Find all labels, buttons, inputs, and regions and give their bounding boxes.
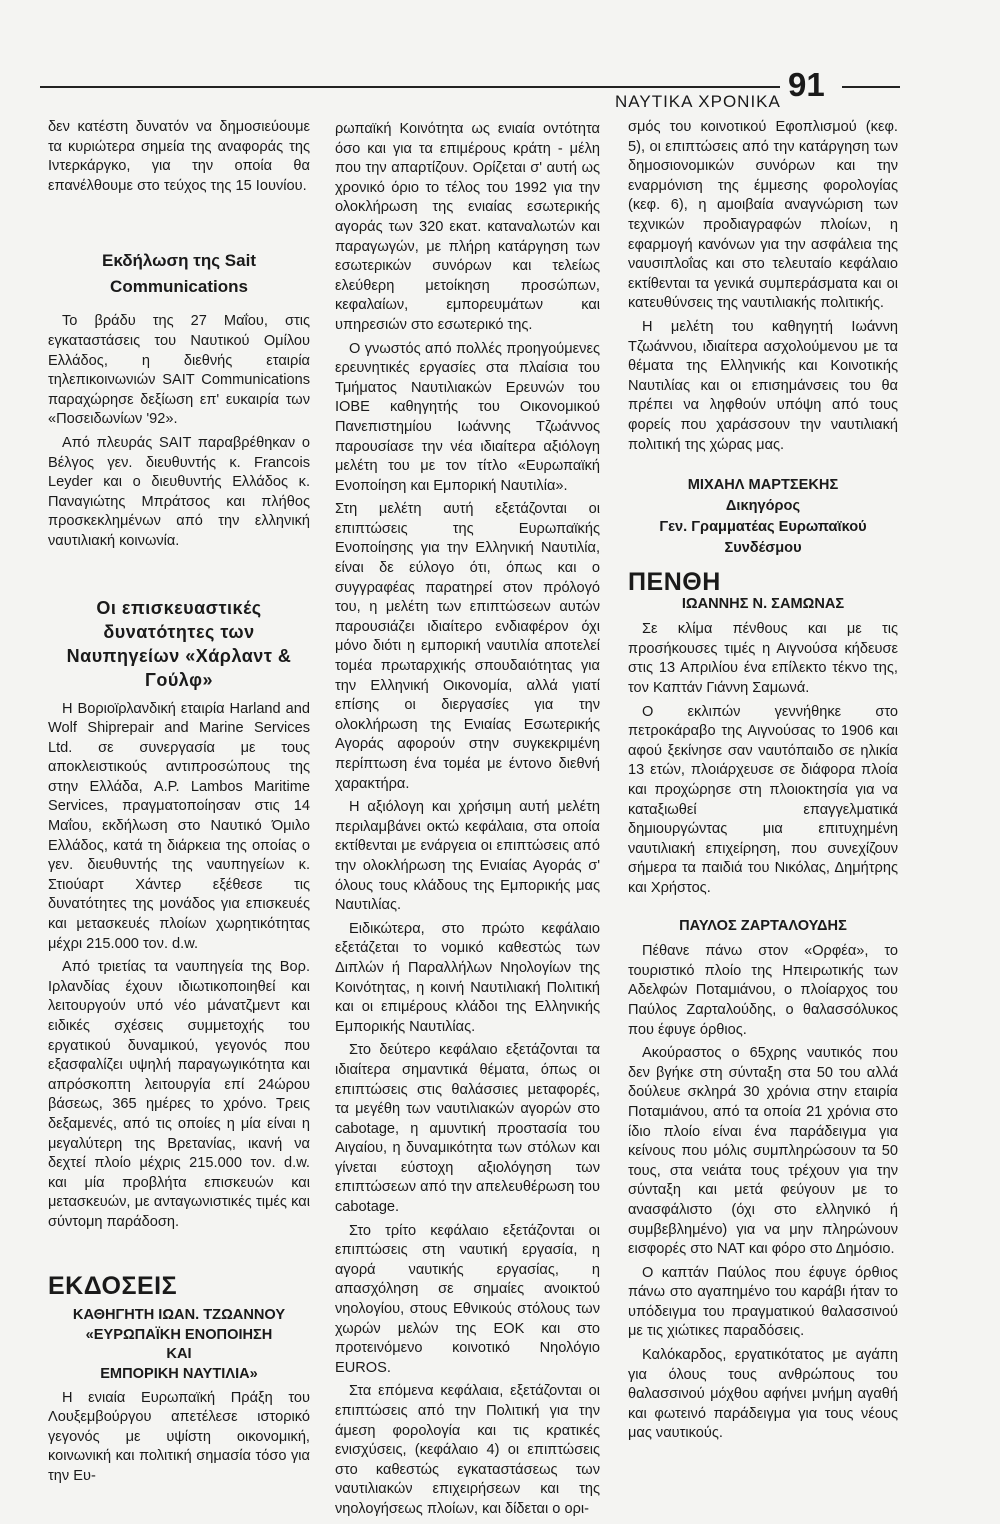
signature-role-2: Γεν. Γραμματέας Ευρωπαϊκού (659, 519, 867, 536)
book-paragraph-3: Ο γνωστός από πολλές προηγούμενες ερευνητικές εργασίες στα πλαίσια του Τμήματος Ναυτιλιακών Ερευνών του ΙΟΒΕ καθηγητής του Οικονομικού Πανεπιστημίου Ιωάννης Τζωάννος παρουσίασε την νέα ιδιαίτερα αξιόλογη μελέτη του με τον τίτλο «Ευρωπαϊκή Ενοποίηση και Εμπορική Ναυτιλία». (335, 340, 600, 494)
obituary-2-paragraph-4: Καλόκαρδος, εργατικότατος με αγάπη για όλους τους ανθρώπους του θαλασσινού μόχθου αφήνει μνήμη αγαθή και φωτεινό παράδειγμα για τους νέους μας ναυτικούς. (628, 1347, 898, 1442)
book-paragraph-8: Στο τρίτο κεφάλαιο εξετάζονται οι επιπτώσεις στη ναυτική εργασία, η αγορά ναυτικής εργασίας, η απασχόληση σε σημαίες ανοικτού νηολογίου, στους Εθνικούς στόλους των χωρών μελών της ΕΟΚ και στο προτεινόμενο κοινοτικό Νηολόγιο EUROS. (335, 1222, 600, 1376)
header-rule-right (842, 86, 900, 88)
intro-paragraph: δεν κατέστη δυνατόν να δημοσιεύουμε τα κυριώτερα σημεία της αναφοράς της Ιντερκάργκο, για την οποία θα επανέλθουμε στο τεύχος της 15 Ιουνίου. (48, 119, 310, 194)
column-3 (628, 118, 898, 1448)
book-paragraph-11: Η μελέτη του καθηγητή Ιωάννη Τζωάννου, ιδιαίτερα ασχολούμενου με τα θέματα της Ελληνικής και Κοινοτικής Ναυτιλίας και οι επισημάνσεις του θα πρέπει να ληφθούν υπόψη από τους φορείς που χαράσσουν την ναυτιλιακή πολιτική της χώρας μας. (628, 318, 898, 453)
obituary-2-paragraph-2: Ακούραστος ο 65χρης ναυτικός που δεν βγήκε στη σύνταξη στα 50 του αλλά δούλευε σκληρά 30 χρόνια στην εταιρία Ποταμιάνου, από τα οποία 21 χρόνια στο ίδιο πλοίο είναι ένα παράδειγμα για κείνους που μόλις συμπληρώσουν τα 50 τους, στα νειάτα τους τρέχουν για την σύνταξη και μετά φεύγουν με το ανασφάλιστο (όχι στο ελληνικό ή συμβεβλημένο) για να μην πληρώνουν εισφορές στο ΝΑΤ και φόρο στο Δημόσιο. (628, 1045, 898, 1258)
header-rule (40, 86, 780, 88)
book-paragraph-10: σμός του κοινοτικού Εφοπλισμού (κεφ. 5), οι επιπτώσεις από την κατάργηση των δημοσιονομικών συνόρων και την εναρμόνιση της έμμεσης φορολογίας (κεφ. 6), η αμοιβαία αναγνώριση των τεχνικών προδιαγραφών πλοίων, η εφαρμογή κανόνων για την ασφάλεια της ναυσιπλοΐας και στο τελευταίο κεφάλαιο εκτίθενται τα γενικά συμπεράσματα και οι κατευθύνσεις της ναυτιλιακής πολιτικής. (628, 119, 898, 312)
signature-name: ΜΙΧΑΗΛ ΜΑΡΤΣΕΚΗΣ (687, 477, 839, 494)
obituary-1-name: ΙΩΑΝΝΗΣ Ν. ΣΑΜΩΝΑΣ (681, 595, 845, 612)
book-title-line-1: «ΕΥΡΩΠΑΪΚΗ ΕΝΟΠΟΙΗΣΗ (85, 1326, 273, 1343)
book-title-line-2: ΚΑΙ (166, 1346, 192, 1363)
column-2 (335, 120, 600, 1524)
ekdoseis-title: ΕΚΔΟΣΕΙΣ (48, 1271, 178, 1300)
harland-wolf-title: Οι επισκευαστικές δυνατότητες των Ναυπηγείων «Χάρλαντ & Γούλφ» (66, 597, 292, 690)
harland-wolf-paragraph-2: Από τριετίας τα ναυπηγεία της Βορ. Ιρλανδίας έχουν ιδιωτικοποιηθεί και λειτουργούν υπό νέο μάνατζμεντ και ειδικές σχέσεις συμμετοχής του εργατικού δυναμικού, γεγονός που εξασφαλίζει υψηλή παραγωγικότητα και απρόσκοπτη λειτουργία επί 24ώρου βάσεως, 365 ημέρες το χρόνο. Τρεις δεξαμενές, από τις οποίες η μία είναι η μεγαλύτερη της Βρετανίας, ικανή να δεχτεί πλοίο μέχρις 215.000 τον. d.w. και μία προβλήτα επισκευών και μετασκευών, με ανταγωνιστικές τιμές και σύντομη παράδοση. (48, 959, 310, 1230)
penthi-title: ΠΕΝΘΗ (628, 568, 721, 597)
column-1 (48, 118, 310, 1490)
author-signature (628, 475, 898, 559)
obituary-2-paragraph-3: Ο καπτάν Παύλος που έφυγε όρθιος πάνω στο αγαπημένο του καράβι ήταν το υπόδειγμα του πραγματικού θαλασσινού με τις χιώτικες παραδόσεις. (628, 1264, 898, 1340)
book-paragraph-2: ρωπαϊκή Κοινότητα ως ενιαία οντότητα όσο και για τα επιμέρους κράτη - μέλη που την απαρτίζουν. Ορίζεται σ' αυτή ως χρονικό όριο το τέλος του 1992 για την ολοκλήρωση της ενιαίας εσωτερικής αγοράς των 320 εκατ. καταναλωτών και παραγωγών, με πλήρη κατάργηση των εσωτερικών συνόρων και τελείως ελεύθερη μετοίκηση προσώπων, κεφαλαίων, εμπορευμάτων και υπηρεσιών στο εσωτερικό της. (335, 121, 600, 333)
running-title: ΝΑΥΤΙΚΑ ΧΡΟΝΙΚΑ (615, 92, 781, 111)
book-title-line-3: ΕΜΠΟΡΙΚΗ ΝΑΥΤΙΛΙΑ» (100, 1365, 258, 1382)
signature-role-3: Συνδέσμου (724, 540, 802, 557)
obituary-1-paragraph-2: Ο εκλιπών γεννήθηκε στο πετροκάραβο της Αιγνούσας το 1906 και αφού ξεκίνησε σαν ναυτόπαιδο σε ηλικία 13 ετών, πλοιάρχευσε σε διάφορα πλοία και προχώρησε στη πλοιοκτησία για να καταξιωθεί επαγγελματικά δημιουργώντας μια επιτυχημένη ναυτιλιακή επιχείρηση, που συνεχίζουν σήμερα τα παιδιά του Νικόλας, Δημήτρης και Χρήστος. (628, 703, 898, 896)
book-paragraph-9: Στα επόμενα κεφάλαια, εξετάζονται οι επιπτώσεις από την Πολιτική για την άμεση φορολογία και τις κρατικές ενισχύσεις, (κεφάλαιο 4) οι επιπτώσεις στο καθεστώς εγκαταστάσεως των ναυτιλιακών επιχειρήσεων και της νηολογήσεως πλοίων, και δίδεται ο ορι- (335, 1383, 600, 1517)
book-paragraph-1: Η ενιαία Ευρωπαϊκή Πράξη του Λουξεμβούργου απετέλεσε ιστορικό γεγονός με υψίστη οικονομική, κοινωνική και πολιτική σημασία τόσο για την Ευ- (48, 1389, 310, 1484)
obituary-2-paragraph-1: Πέθανε πάνω στον «Ορφέα», το τουριστικό πλοίο της Ηπειρωτικής των Αδελφών Ποταμιάνου, ο πλοίαρχος του Παύλος Ζαρταλούδης, ο θαλασσόλυκος που έφυγε όρθιος. (628, 943, 898, 1038)
book-paragraph-5: Η αξιόλογη και χρήσιμη αυτή μελέτη περιλαμβάνει οκτώ κεφάλαια, στα οποία εκτίθενται με ενάργεια οι επιπτώσεις από την ολοκλήρωση της Ενιαίας Αγοράς σ' όλους τους κλάδους της Εμπορικής μας Ναυτιλίας. (335, 799, 600, 914)
signature-role-1: Δικηγόρος (725, 498, 801, 515)
harland-wolf-paragraph-1: Η Βοριοϊρλανδική εταιρία Harland and Wolf Shiprepair and Marine Services Ltd. σε συνεργασία με τους αποκλειστικούς αντιπροσώπους της στην Ελλάδα, A.P. Lambos Maritime Services, πραγματοποίησαν στις 14 Μαΐου, εκδήλωση στο Ναυτικό Όμιλο Ελλάδος, κατά τη διάρκεια της οποίας ο γεν. διευθυντής της ναυπηγείων κ. Στιούαρτ Χάντερ εξέθεσε τις δυνατότητες της μονάδος για επισκευές και μετασκευές πλοίων χωρητικότητας μέχρι 215.000 τον. d.w. (48, 700, 310, 952)
sait-title: Εκδήλωση της Sait Communications (101, 251, 256, 297)
book-author: ΚΑΘΗΓΗΤΗ ΙΩΑΝ. ΤΖΩΑΝΝΟΥ (72, 1307, 286, 1324)
book-paragraph-7: Στο δεύτερο κεφάλαιο εξετάζονται τα ιδιαίτερα σημαντικά θέματα, όπως οι επιπτώσεις στις θαλάσσιες μεταφορές, τα μεγέθη των ναυτιλιακών αγορών στο cabotage, η αμυντική προστασία του Αιγαίου, η δυναμικότητα των στόλων και γίνεται εύστοχη αξιολόγηση των επιπτώσεων από την απελευθέρωση του cabotage. (335, 1042, 600, 1216)
page-number: 91 (788, 66, 825, 103)
sait-paragraph-2: Από πλευράς SAIT παραβρέθηκαν ο Βέλγος γεν. διευθυντής κ. Francois Leyder και ο διευθυντής Ελλάδος κ. Παναγιώτης Μπράτσος και πλήθος προσκεκλημένων από την ελληνική ναυτιλιακή κοινωνία. (48, 434, 310, 549)
obituary-2-name: ΠΑΥΛΟΣ ΖΑΡΤΑΛΟΥΔΗΣ (679, 917, 847, 934)
obituary-1-paragraph-1: Σε κλίμα πένθους και με τις προσήκουσες τιμές η Αιγνούσα κήδευσε στις 13 Απριλίου ένα επίλεκτο τέκνο της, τον Καπτάν Γιάννη Σαμωνά. (628, 621, 898, 697)
book-paragraph-4: Στη μελέτη αυτή εξετάζονται οι επιπτώσεις της Ευρωπαϊκής Ενοποίησης για την Ελληνική Ναυτιλία, είναι δε εύλογο ότι, όπως και ο συγγραφέας παρατηρεί στον πρόλογό του, η μελέτη των επιπτώσεων αυτών παρουσιάζει ιδιαίτερο ενδιαφέρον όχι μόνο διότι η εμπορική ναυτιλία αποτελεί τομέα πρωταρχικής σπουδαιότητας για την Ελληνική Οικονομία, αλλά γιατί επίσης οι διεργασίες για την ολοκλήρωση της Ενιαίας Εσωτερικής Αγοράς αφορούν στην συγκεκριμένη περίπτωση ένα τομέα με έντονο διεθνή χαρακτήρα. (335, 501, 600, 792)
book-paragraph-6: Ειδικώτερα, στο πρώτο κεφάλαιο εξετάζεται το νομικό καθεστώς των Διπλών ή Παραλλήλων Νηολογίων της Κοινότητας, η κοινή Ναυτιλιακή Πολιτική και οι επιμέρους κλάδοι της Ελληνικής Εμπορικής Ναυτιλίας. (335, 920, 600, 1035)
sait-paragraph-1: Το βράδυ της 27 Μαΐου, στις εγκαταστάσεις του Ναυτικού Ομίλου Ελλάδος, η διεθνής εταιρία τηλεπικοινωνιών SAIT Communications παραχώρησε δεξίωση επ' ευκαιρία των «Ποσειδωνίων '92». (48, 313, 310, 428)
